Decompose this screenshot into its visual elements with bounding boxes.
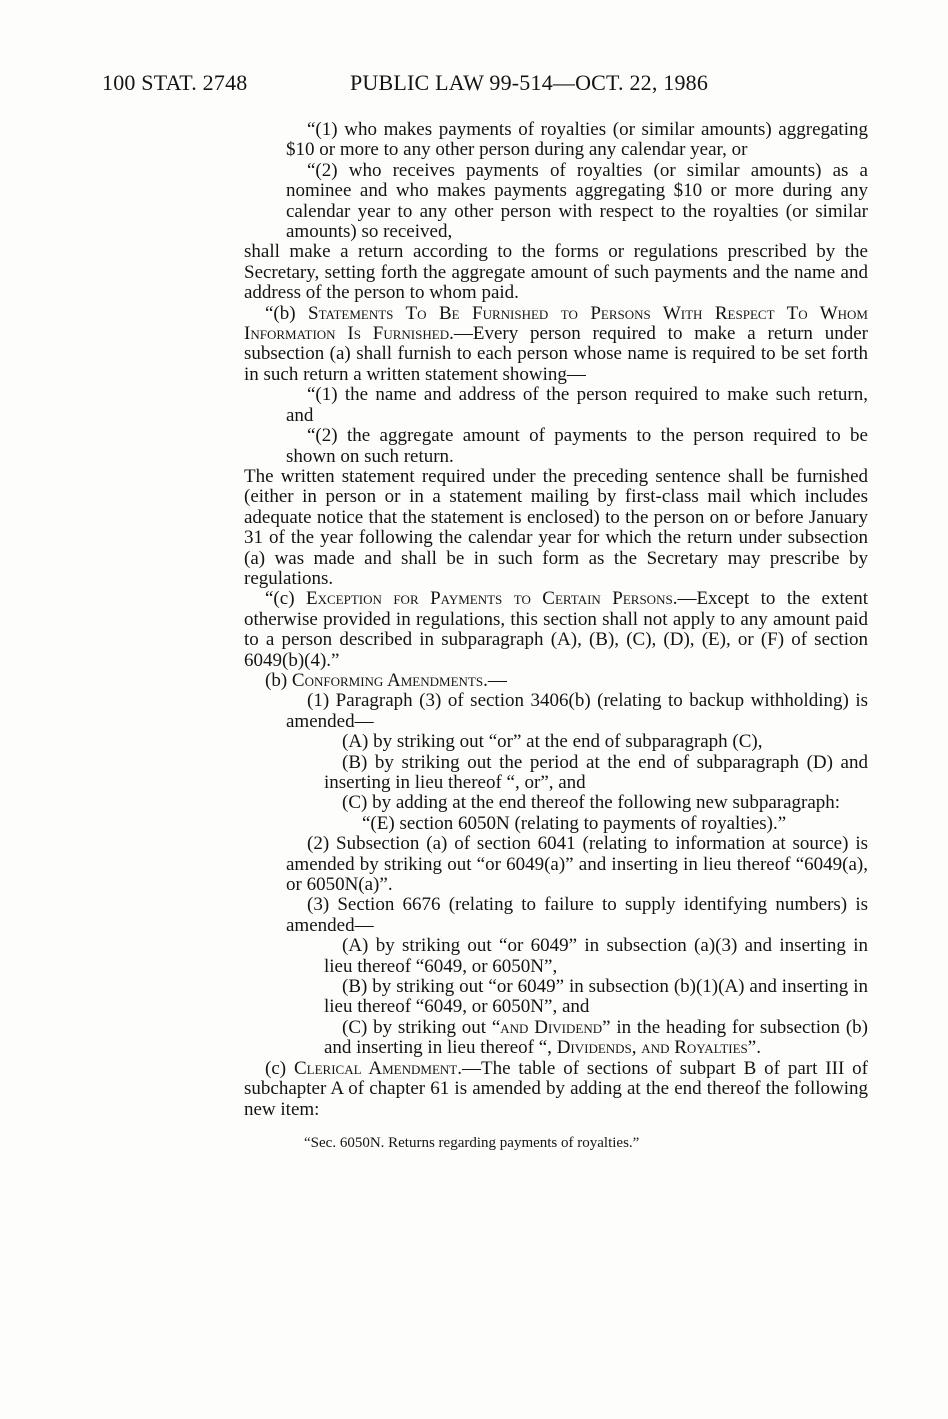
amendment-3-c-old-heading: and Dividend (500, 1016, 603, 1038)
conforming-amendments (244, 671, 868, 691)
statute-citation: 100 STAT. 2748 (102, 70, 248, 95)
amendment-1-b: (B) by striking out the period at the end of subparagraph (D) and inserting in lieu thereof “, or”, and (324, 751, 868, 793)
amendment-1-a: (A) by striking out “or” at the end of subparagraph (C), (342, 731, 763, 753)
amendment-3-c (244, 1018, 868, 1059)
paragraph-written-statement: The written statement required under the preceding sentence shall be furnished (either in person or in a statement mailing by first-class mail which includes adequate notice that the statement is enclosed) to the person on or before January 31 of the year following the calendar year for which the return under subsection (a) was made and shall be in such form as the Secretary may prescribe by regulations. (244, 465, 868, 589)
conforming-amendments-dash: .— (483, 669, 507, 691)
subsection-c-lead: “(c) (265, 588, 306, 610)
amendment-1-c: (C) by adding at the end thereof the following new subparagraph: (342, 792, 841, 814)
amendment-1-c-e: “(E) section 6050N (relating to payments of royalties).” (362, 812, 787, 834)
paragraph-2: “(2) who receives payments of royalties (or similar amounts) as a nominee and who makes payments aggregating $10 or more during any calendar year to any other person with respect to the royalties (or similar amounts) so received, (286, 159, 868, 243)
conforming-amendments-lead: (b) (265, 669, 292, 691)
subsection-c-exception (244, 589, 868, 671)
amendment-3-c-part3: ”. (747, 1037, 761, 1059)
subsection-b-lead: “(b) (265, 302, 309, 324)
paragraph-b2: “(2) the aggregate amount of payments to the person required to be shown on such return. (286, 425, 868, 467)
subsection-b-body: .—Every person required to make a return under subsection (a) shall furnish to each person whose name is required to be set forth in such return a written statement showing— (244, 323, 869, 385)
statute-body (244, 120, 868, 1152)
amendment-3: (3) Section 6676 (relating to failure to supply identifying numbers) is amended— (286, 894, 868, 936)
clerical-amendment (244, 1059, 868, 1120)
page-header (102, 70, 842, 100)
amendment-2: (2) Subsection (a) of section 6041 (relating to information at source) is amended by striking out “or 6049(a)” and inserting in lieu thereof “6049(a), or 6050N(a)”. (286, 833, 868, 896)
paragraph-3: shall make a return according to the forms or regulations prescribed by the Secretary, setting forth the aggregate amount of such payments and the name and address of the person to whom paid. (244, 241, 868, 304)
conforming-amendments-heading: Conforming Amendments (291, 669, 484, 691)
amendment-3-a: (A) by striking out “or 6049” in subsection (a)(3) and inserting in lieu thereof “6049, or 6050N”, (324, 935, 868, 977)
clerical-amendment-lead: (c) (265, 1057, 294, 1079)
paragraph-1: “(1) who makes payments of royalties (or similar amounts) aggregating $10 or more to any other person during any calendar year, or (286, 119, 868, 161)
table-of-sections-item: “Sec. 6050N. Returns regarding payments of royalties.” (304, 1134, 640, 1151)
amendment-3-b: (B) by striking out “or 6049” in subsection (b)(1)(A) and inserting in lieu thereof “6049, or 6050N”, and (324, 976, 868, 1018)
subsection-c-heading: Exception for Payments to Certain Persons (305, 588, 673, 610)
subsection-c-body: .—Except to the extent otherwise provided in regulations, this section shall not apply to any amount paid to a person described in subparagraph (A), (B), (C), (D), (E), or (F) of section 6049(b)(4).” (244, 588, 868, 671)
amendment-3-c-part1: (C) by striking out “ (342, 1016, 501, 1038)
clerical-amendment-heading: Clerical Amendment (293, 1057, 458, 1079)
subsection-b-statements (244, 304, 868, 386)
paragraph-b1: “(1) the name and address of the person required to make such return, and (286, 384, 868, 426)
public-law-title: PUBLIC LAW 99-514—OCT. 22, 1986 (350, 70, 709, 95)
amendment-3-c-part2: ” in the heading for subsection (b) and inserting in lieu thereof “, (324, 1016, 868, 1059)
clerical-amendment-body: .—The table of sections of subpart B of part III of subchapter A of chapter 61 is amended by adding at the end thereof the following new item: (244, 1057, 868, 1120)
amendment-3-c-new-heading: Dividends, and Royalties (556, 1037, 748, 1059)
amendment-1: (1) Paragraph (3) of section 3406(b) (relating to backup withholding) is amended— (286, 690, 868, 732)
subsection-b-heading: Statements To Be Furnished to Persons With Respect To Whom Information Is Furnished (244, 302, 868, 345)
